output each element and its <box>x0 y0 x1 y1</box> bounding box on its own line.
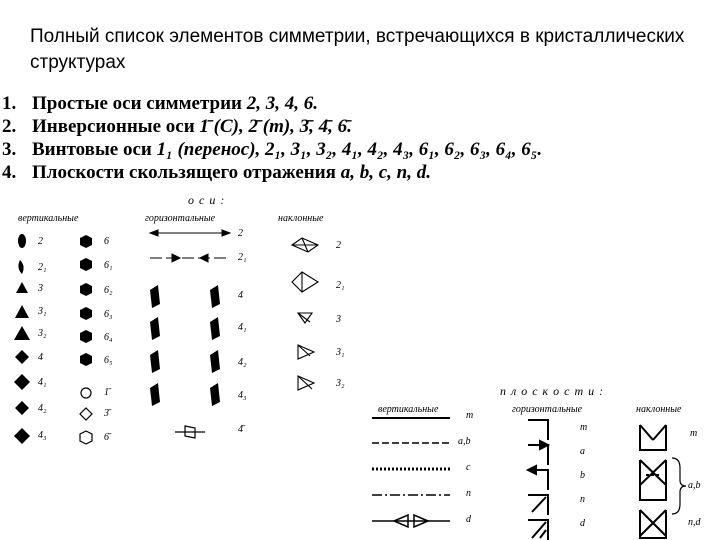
plane-inclined-m-icon <box>640 425 666 450</box>
inclined-axis-2-icon <box>292 238 318 252</box>
axis-symbol-3-icon <box>16 282 28 293</box>
list-number: 2. <box>2 116 17 137</box>
plane-vertical-d-icon <box>372 515 450 527</box>
axis-label: 3₁ <box>336 347 345 358</box>
list-number: 4. <box>2 162 17 183</box>
axis-label: 4₁ <box>38 377 47 388</box>
axis-label: 4̄ <box>238 424 243 435</box>
axis-symbol-6-2-icon <box>80 283 92 296</box>
inclined-axis-3-1-icon <box>298 345 314 359</box>
plane-inclined-nd-icon <box>640 510 666 538</box>
planes-inclined-label: наклонные <box>636 404 682 415</box>
horizontal-axis-2-icon <box>150 230 230 236</box>
axis-symbol-3-1-icon <box>15 305 29 318</box>
axes-horizontal-label: горизонтальные <box>145 213 216 224</box>
axis-label: 2₁ <box>336 280 345 291</box>
axis-symbol-3-2-icon <box>14 326 30 340</box>
plane-inclined-ab-icon <box>640 460 666 500</box>
axis-label: 3₂ <box>336 378 345 389</box>
plane-label: d <box>580 518 585 529</box>
axis-symbol-6-4-icon <box>80 330 92 343</box>
axis-label: 6₃ <box>104 309 113 320</box>
horizontal-axis-4-3-icon <box>150 383 220 406</box>
list-text: Плоскости скользящего отражения <box>32 162 336 183</box>
list-symbols: 2, 3, 4, 6. <box>246 93 318 114</box>
list-number: 3. <box>2 139 17 160</box>
horizontal-axis-2-1-icon <box>150 254 230 262</box>
plane-label: b <box>580 470 585 481</box>
axis-label: 6 <box>104 236 109 247</box>
plane-horizontal-m-icon <box>528 420 548 440</box>
axis-symbol-2-1-icon <box>18 260 23 274</box>
horizontal-axis-4-2-icon <box>150 350 220 373</box>
axis-label: 4₂ <box>238 357 247 368</box>
axis-label: 4 <box>238 290 243 301</box>
plane-label: n,d <box>688 517 701 528</box>
axis-symbol-1-bar-icon <box>81 388 91 398</box>
axis-label: 6₄ <box>104 332 113 343</box>
plane-label: c <box>466 462 471 473</box>
brace-icon <box>672 458 686 514</box>
axis-symbol-4-3-icon <box>14 428 30 444</box>
list-symbols: 1̄ (C), 2̄ (m), 3̄, 4̄, 6̄. <box>199 116 352 137</box>
plane-horizontal-d-icon <box>528 520 548 540</box>
horizontal-axis-4-1-icon <box>150 317 220 340</box>
axis-label: 2 <box>238 228 243 239</box>
plane-label: a,b <box>688 480 701 491</box>
planes-header: п л о с к о с т и : <box>500 384 605 398</box>
plane-label: a,b <box>458 436 471 447</box>
axis-label: 4 <box>38 352 43 363</box>
plane-label: n <box>580 494 585 505</box>
axes-inclined-label: наклонные <box>278 213 324 224</box>
axis-label: 6̄ <box>104 432 109 443</box>
plane-horizontal-b-icon <box>528 466 548 490</box>
list-symbols: a, b, c, n, d. <box>340 162 431 183</box>
axis-symbol-6-bar-icon <box>80 431 92 444</box>
axis-label: 6₅ <box>104 355 113 366</box>
inclined-axis-2-1-icon <box>292 272 318 292</box>
axis-symbol-4-icon <box>15 350 29 364</box>
axis-symbol-2-icon <box>18 234 26 248</box>
axis-label: 2₁ <box>238 252 247 263</box>
axis-symbol-3-bar-icon <box>80 408 92 420</box>
axis-label: 6₁ <box>104 260 113 271</box>
axis-label: 3₂ <box>38 328 47 339</box>
plane-label: d <box>466 514 471 525</box>
axis-symbol-4-2-icon <box>15 401 29 415</box>
plane-label: m <box>690 428 698 439</box>
axis-label: 1̄ <box>104 387 109 398</box>
axis-label: 4₁ <box>238 322 247 333</box>
axis-label: 2 <box>38 236 43 247</box>
axis-label: 2₁ <box>38 262 47 273</box>
list-text: Простые оси симметрии <box>32 93 242 114</box>
inclined-axis-3-2-icon <box>298 376 314 390</box>
plane-label: n <box>466 488 471 499</box>
axis-label: 2 <box>336 240 341 251</box>
axes-vertical-label: вертикальные <box>18 213 79 224</box>
axis-label: 3 <box>38 283 43 294</box>
axis-label: 4₃ <box>38 430 47 441</box>
axis-symbol-6-5-icon <box>80 353 92 366</box>
plane-label: a <box>580 446 585 457</box>
axis-label: 3₁ <box>38 306 47 317</box>
axis-symbol-6-icon <box>80 235 92 248</box>
horizontal-axis-4-icon <box>150 285 220 308</box>
axis-label: 6₂ <box>104 285 113 296</box>
planes-horizontal-label: горизонтальные <box>512 404 583 415</box>
axis-symbol-4-1-icon <box>14 374 30 390</box>
axis-label: 4₃ <box>238 390 247 401</box>
list-symbols: 1₁ (перенос), 2₁, 3₁, 3₂, 4₁, 4₂, 4₃, 6₁, 6₂, 6₃, 6₄, 6₅. <box>156 139 543 160</box>
list-number: 1. <box>2 93 17 114</box>
list-text: Винтовые оси <box>32 139 152 160</box>
list-text: Инверсионные оси <box>32 116 195 137</box>
page-title: Полный список элементов симметрии, встречающихся в кристаллических структурах <box>30 26 685 73</box>
axis-symbol-6-1-icon <box>80 258 92 271</box>
axis-label: 3̄ <box>104 408 109 419</box>
axis-label: 3 <box>336 314 341 325</box>
axes-header: о с и : <box>188 193 226 207</box>
planes-vertical-label: вертикальные <box>378 404 439 415</box>
horizontal-axis-4-bar-icon <box>175 426 205 438</box>
plane-label: m <box>466 410 474 421</box>
plane-horizontal-n-icon <box>528 495 548 515</box>
plane-label: m <box>580 422 588 433</box>
axis-label: 4₂ <box>38 403 47 414</box>
inclined-axis-3-icon <box>298 313 312 323</box>
plane-horizontal-a-icon <box>528 441 548 465</box>
axis-symbol-6-3-icon <box>80 307 92 320</box>
